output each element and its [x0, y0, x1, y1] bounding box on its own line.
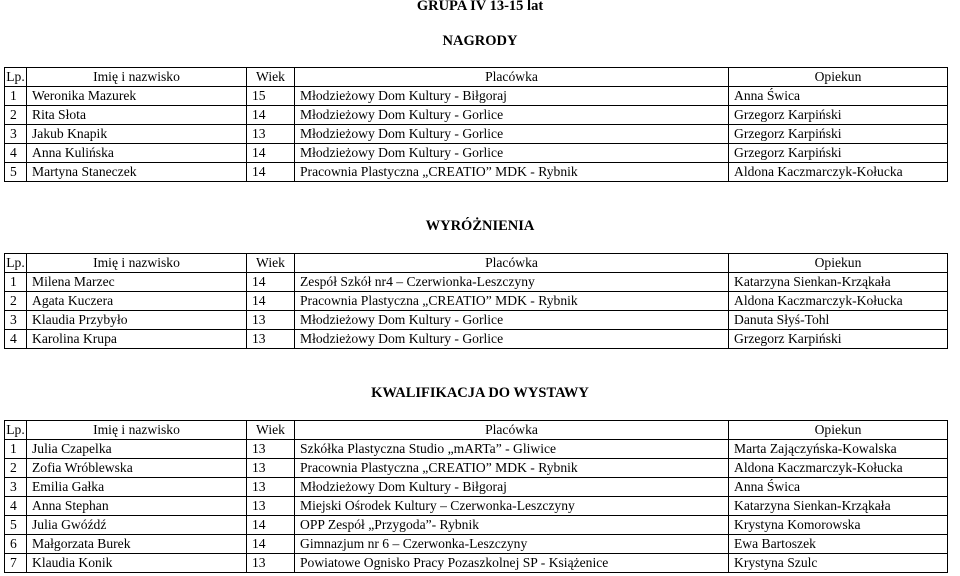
- cell-lp: 3: [5, 125, 27, 144]
- cell-place: Młodzieżowy Dom Kultury - Gorlice: [295, 125, 729, 144]
- table-header-row: [5, 68, 948, 87]
- cell-name: Jakub Knapik: [27, 125, 247, 144]
- cell-age: 14: [247, 144, 295, 163]
- cell-name: Emilia Gałka: [27, 478, 247, 497]
- cell-lp: 6: [5, 535, 27, 554]
- header-name: Imię i nazwisko: [27, 68, 247, 87]
- table-kwalifikacja: [4, 420, 948, 573]
- cell-age: 13: [247, 478, 295, 497]
- cell-place: Młodzieżowy Dom Kultury - Gorlice: [295, 311, 729, 330]
- header-lp: Lp.: [5, 254, 27, 273]
- cell-mentor: Grzegorz Karpiński: [729, 106, 948, 125]
- cell-age: 14: [247, 273, 295, 292]
- cell-place: OPP Zespół „Przygoda”- Rybnik: [295, 516, 729, 535]
- table-header-row: [5, 421, 948, 440]
- section-title-kwalifikacja: KWALIFIKACJA DO WYSTAWY: [371, 385, 589, 401]
- cell-mentor: Grzegorz Karpiński: [729, 144, 948, 163]
- header-place: Placówka: [295, 68, 729, 87]
- table-row: [5, 497, 948, 516]
- cell-age: 14: [247, 516, 295, 535]
- cell-name: Rita Słota: [27, 106, 247, 125]
- cell-lp: 4: [5, 144, 27, 163]
- cell-place: Pracownia Plastyczna „CREATIO” MDK - Rybnik: [295, 292, 729, 311]
- cell-mentor: Katarzyna Sienkan-Krząkała: [729, 497, 948, 516]
- cell-age: 13: [247, 554, 295, 573]
- table-row: [5, 516, 948, 535]
- cell-lp: 3: [5, 311, 27, 330]
- cell-place: Pracownia Plastyczna „CREATIO” MDK - Rybnik: [295, 163, 729, 182]
- table-row: [5, 125, 948, 144]
- cell-lp: 7: [5, 554, 27, 573]
- cell-age: 13: [247, 459, 295, 478]
- cell-name: Milena Marzec: [27, 273, 247, 292]
- cell-place: Młodzieżowy Dom Kultury - Gorlice: [295, 144, 729, 163]
- cell-age: 14: [247, 106, 295, 125]
- cell-mentor: Ewa Bartoszek: [729, 535, 948, 554]
- table-row: [5, 440, 948, 459]
- cell-mentor: Katarzyna Sienkan-Krząkała: [729, 273, 948, 292]
- section-title-wyroznienia: WYRÓŻNIENIA: [425, 218, 535, 234]
- table-row: [5, 163, 948, 182]
- table-header-row: [5, 254, 948, 273]
- cell-age: 14: [247, 292, 295, 311]
- cell-place: Młodzieżowy Dom Kultury - Biłgoraj: [295, 87, 729, 106]
- cell-lp: 2: [5, 292, 27, 311]
- cell-age: 15: [247, 87, 295, 106]
- header-name: Imię i nazwisko: [27, 421, 247, 440]
- cell-name: Martyna Staneczek: [27, 163, 247, 182]
- cell-age: 14: [247, 163, 295, 182]
- table-row: [5, 478, 948, 497]
- cell-mentor: Krystyna Komorowska: [729, 516, 948, 535]
- cell-place: Zespół Szkół nr4 – Czerwionka-Leszczyny: [295, 273, 729, 292]
- section-title-nagrody: NAGRODY: [442, 33, 518, 49]
- cell-lp: 1: [5, 440, 27, 459]
- cell-age: 13: [247, 125, 295, 144]
- header-mentor: Opiekun: [729, 421, 948, 440]
- cell-lp: 1: [5, 273, 27, 292]
- header-place: Placówka: [295, 254, 729, 273]
- cell-place: Młodzieżowy Dom Kultury - Biłgoraj: [295, 478, 729, 497]
- cell-place: Powiatowe Ognisko Pracy Pozaszkolnej SP - Książenice: [295, 554, 729, 573]
- cell-name: Julia Czapelka: [27, 440, 247, 459]
- cell-name: Julia Gwóźdź: [27, 516, 247, 535]
- table-row: [5, 535, 948, 554]
- cell-name: Weronika Mazurek: [27, 87, 247, 106]
- header-age: Wiek: [247, 254, 295, 273]
- cell-lp: 5: [5, 163, 27, 182]
- table-row: [5, 311, 948, 330]
- cell-lp: 1: [5, 87, 27, 106]
- table-row: [5, 292, 948, 311]
- cell-place: Miejski Ośrodek Kultury – Czerwonka-Leszczyny: [295, 497, 729, 516]
- header-lp: Lp.: [5, 421, 27, 440]
- cell-mentor: Grzegorz Karpiński: [729, 330, 948, 349]
- header-age: Wiek: [247, 68, 295, 87]
- header-age: Wiek: [247, 421, 295, 440]
- cell-lp: 2: [5, 106, 27, 125]
- cell-name: Zofia Wróblewska: [27, 459, 247, 478]
- cell-mentor: Aldona Kaczmarczyk-Kołucka: [729, 163, 948, 182]
- header-mentor: Opiekun: [729, 68, 948, 87]
- table-row: [5, 554, 948, 573]
- cell-age: 13: [247, 330, 295, 349]
- cell-place: Szkółka Plastyczna Studio „mARTa” - Gliwice: [295, 440, 729, 459]
- cell-mentor: Grzegorz Karpiński: [729, 125, 948, 144]
- table-row: [5, 330, 948, 349]
- cell-mentor: Aldona Kaczmarczyk-Kołucka: [729, 459, 948, 478]
- cell-age: 14: [247, 535, 295, 554]
- table-row: [5, 459, 948, 478]
- cell-lp: 5: [5, 516, 27, 535]
- cell-name: Agata Kuczera: [27, 292, 247, 311]
- cell-name: Anna Stephan: [27, 497, 247, 516]
- header-mentor: Opiekun: [729, 254, 948, 273]
- table-row: [5, 144, 948, 163]
- cell-age: 13: [247, 311, 295, 330]
- table-row: [5, 273, 948, 292]
- header-name: Imię i nazwisko: [27, 254, 247, 273]
- page-title: GRUPA IV 13-15 lat: [416, 0, 544, 14]
- cell-name: Anna Kulińska: [27, 144, 247, 163]
- cell-place: Młodzieżowy Dom Kultury - Gorlice: [295, 330, 729, 349]
- cell-mentor: Anna Świca: [729, 478, 948, 497]
- header-lp: Lp.: [5, 68, 27, 87]
- table-nagrody: [4, 67, 948, 182]
- cell-mentor: Aldona Kaczmarczyk-Kołucka: [729, 292, 948, 311]
- cell-name: Klaudia Przybyło: [27, 311, 247, 330]
- cell-place: Gimnazjum nr 6 – Czerwonka-Leszczyny: [295, 535, 729, 554]
- cell-name: Karolina Krupa: [27, 330, 247, 349]
- header-place: Placówka: [295, 421, 729, 440]
- cell-place: Pracownia Plastyczna „CREATIO” MDK - Rybnik: [295, 459, 729, 478]
- table-row: [5, 106, 948, 125]
- cell-name: Małgorzata Burek: [27, 535, 247, 554]
- cell-lp: 4: [5, 497, 27, 516]
- cell-place: Młodzieżowy Dom Kultury - Gorlice: [295, 106, 729, 125]
- cell-mentor: Anna Świca: [729, 87, 948, 106]
- table-row: [5, 87, 948, 106]
- cell-mentor: Marta Zajączyńska-Kowalska: [729, 440, 948, 459]
- cell-age: 13: [247, 440, 295, 459]
- cell-lp: 4: [5, 330, 27, 349]
- cell-lp: 3: [5, 478, 27, 497]
- cell-age: 13: [247, 497, 295, 516]
- cell-name: Klaudia Konik: [27, 554, 247, 573]
- cell-mentor: Danuta Słyś-Tohl: [729, 311, 948, 330]
- cell-mentor: Krystyna Szulc: [729, 554, 948, 573]
- cell-lp: 2: [5, 459, 27, 478]
- table-wyroznienia: [4, 253, 948, 349]
